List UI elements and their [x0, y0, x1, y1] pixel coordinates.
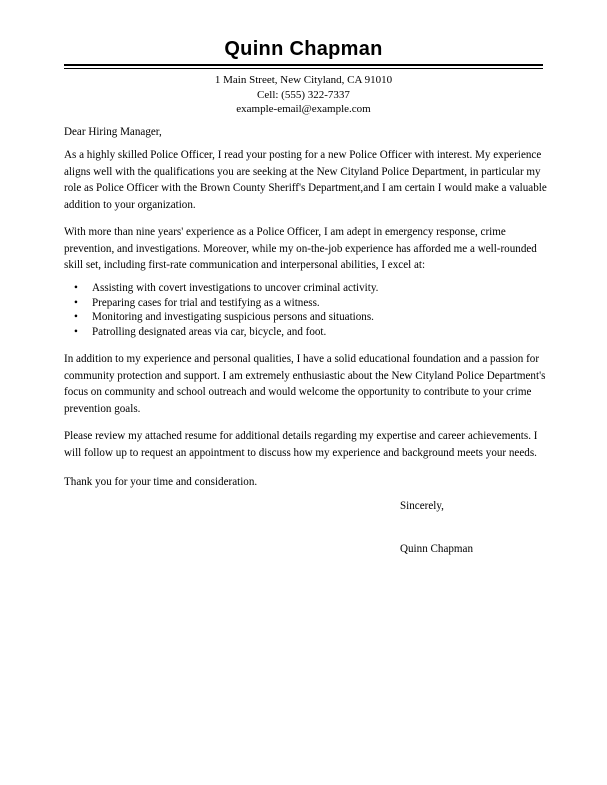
- bullet-icon: •: [74, 282, 78, 294]
- salutation: Dear Hiring Manager,: [64, 126, 162, 138]
- header-divider-thick: [64, 64, 543, 66]
- paragraph-education: In addition to my experience and personal qualities, I have a solid educational foundation and a passion for community protection and support. I am extremely enthusiastic about the New Cityland Police Department's focus on community and school outreach and would welcome the opportunity to contribute to your crime prevention goals.: [64, 353, 546, 415]
- skills-list: [64, 281, 524, 339]
- list-item: [74, 310, 524, 325]
- paragraph-thanks: Thank you for your time and consideration.: [64, 476, 258, 488]
- closing-salutation: Sincerely,: [400, 500, 444, 512]
- bullet-icon: •: [74, 311, 78, 324]
- paragraph-experience: With more than nine years' experience as a Police Officer, I am adept in emergency response, crime prevention, and investigations. Moreover, while my on-the-job experience has afforded me a well-rounded skill set, including first-rate communication and interpersonal abilities, I excel at:: [64, 226, 537, 271]
- applicant-name-heading: Quinn Chapman: [224, 38, 383, 60]
- paragraph-follow-up: Please review my attached resume for additional details regarding my expertise and career achievements. I will follow up to request an appointment to discuss how my experience and background meets your needs.: [64, 430, 538, 459]
- list-item: [74, 325, 524, 340]
- phone-line: Cell: (555) 322-7337: [257, 89, 350, 101]
- list-item-text: Preparing cases for trial and testifying as a witness.: [92, 296, 320, 309]
- signature-name: Quinn Chapman: [400, 543, 474, 555]
- address-line: 1 Main Street, New Cityland, CA 91010: [214, 74, 393, 86]
- list-item: [74, 281, 524, 296]
- list-item: [74, 296, 524, 311]
- bullet-icon: •: [74, 296, 78, 309]
- list-item-text: Patrolling designated areas via car, bicycle, and foot.: [92, 325, 327, 338]
- paragraph-intro: As a highly skilled Police Officer, I read your posting for a new Police Officer with interest. My experience aligns well with the qualifications you are seeking at the New Cityland Police Department, in particular my role as Police Officer with the Brown County Sheriff's Department,and I am certain I would make a valuable addition to your organization.: [64, 149, 547, 211]
- list-item-text: Assisting with covert investigations to uncover criminal activity.: [92, 282, 379, 294]
- list-item-text: Monitoring and investigating suspicious persons and situations.: [92, 311, 374, 324]
- email-line: example-email@example.com: [236, 103, 371, 115]
- bullet-icon: •: [74, 325, 78, 338]
- header-divider-thin: [64, 68, 543, 69]
